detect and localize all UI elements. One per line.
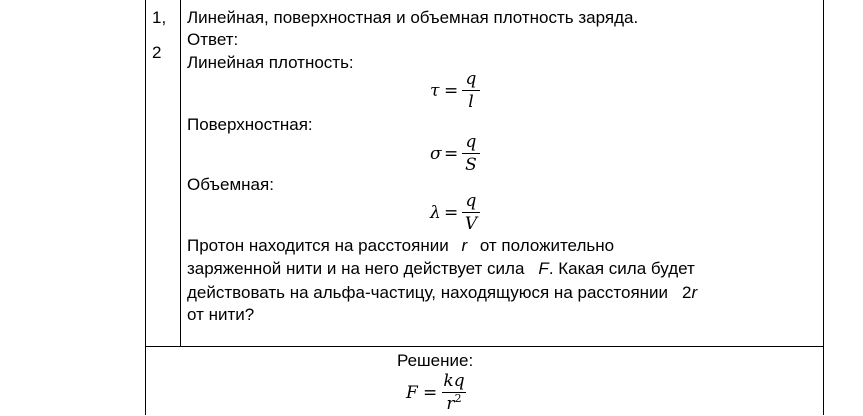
formula-lhs: λ xyxy=(430,203,441,223)
table-row-divider xyxy=(145,346,824,347)
variable-F: F xyxy=(538,259,549,278)
problem-line-1: Протон находится на расстоянии r от положительно xyxy=(187,236,615,255)
equals-sign: = xyxy=(444,144,459,164)
solution-formula xyxy=(406,372,476,416)
volume-density-formula xyxy=(430,192,490,234)
fraction-bar xyxy=(462,153,480,154)
problem-line-2: заряженной нити и на него действует сила F. Какая сила будет xyxy=(187,259,695,278)
fraction-bar xyxy=(462,90,480,91)
fraction-numerator: q xyxy=(465,191,477,211)
fraction-numerator: q xyxy=(465,69,477,89)
fraction xyxy=(462,70,480,111)
task-number-line1: 1, xyxy=(152,8,167,27)
solution-label: Решение: xyxy=(397,351,474,370)
variable-r: r xyxy=(691,283,698,302)
surface-density-formula xyxy=(430,133,490,175)
equals-sign: = xyxy=(444,203,459,223)
fraction-denominator: l xyxy=(468,92,474,112)
table-column-divider xyxy=(180,0,181,347)
fraction xyxy=(462,192,480,233)
table-border-left xyxy=(145,0,146,415)
answer-label: Ответ: xyxy=(187,30,239,49)
task-number-line2: 2 xyxy=(152,43,162,62)
problem-line-4: от нити? xyxy=(187,305,255,324)
fraction xyxy=(442,372,466,413)
surface-density-label: Поверхностная: xyxy=(187,115,313,134)
table-border-right xyxy=(823,0,824,415)
formula-lhs: τ xyxy=(430,81,440,101)
formula-lhs: F xyxy=(406,383,418,403)
fraction-denominator: V xyxy=(464,214,478,234)
equals-sign: = xyxy=(444,81,459,101)
volume-density-label: Объемная: xyxy=(187,175,274,194)
question-title: Линейная, поверхностная и объемная плотность заряда. xyxy=(187,8,639,27)
fraction xyxy=(462,133,480,174)
exponent: 2 xyxy=(454,392,462,405)
fraction-bar xyxy=(462,212,480,213)
fraction-denominator: S xyxy=(465,155,477,175)
fraction-numerator: q xyxy=(465,132,477,152)
formula-lhs: σ xyxy=(430,144,442,164)
problem-line-3: действовать на альфа-частицу, находящуюся на расстоянии 2r xyxy=(187,283,698,302)
linear-density-formula xyxy=(430,70,490,112)
variable-r: r xyxy=(461,236,468,255)
linear-density-label: Линейная плотность: xyxy=(187,53,354,72)
fraction-numerator: kq xyxy=(443,371,465,391)
equals-sign: = xyxy=(423,383,438,403)
fraction-denominator: $r^2$ xyxy=(446,392,462,414)
